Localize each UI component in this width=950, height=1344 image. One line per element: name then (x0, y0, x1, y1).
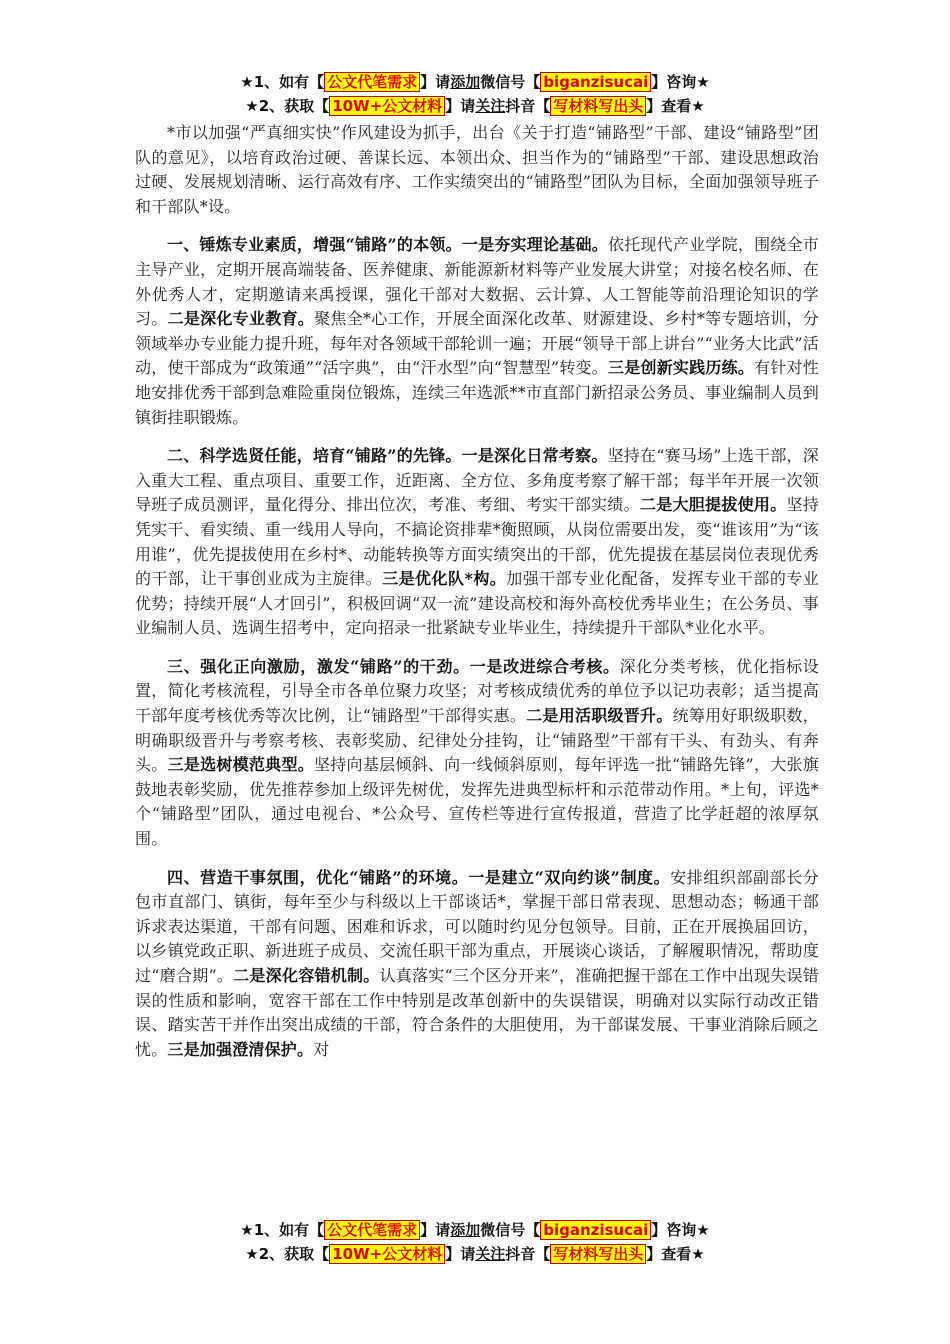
section-heading: 二、科学选贤任能，培育“铺路”的先锋。 (167, 446, 462, 466)
section-heading: 一、锤炼专业素质，增强“铺路”的本领。 (167, 235, 462, 255)
point-heading: 三是选树模范典型。 (167, 755, 314, 775)
banner-text: ★1、如有【 (240, 73, 325, 91)
banner-text: 】请 (420, 73, 451, 91)
footer-banner-line-2 (0, 1242, 950, 1266)
point-heading: 二是深化专业教育。 (167, 309, 315, 329)
point-text: 统筹用好职级职数，明确职级晋升与考察考核、表彰奖励、纪律处分挂钩，让“铺路型”干部有干头、有劲头、有奔头。 (135, 706, 819, 775)
point-text: 坚持向基层倾斜、向一线倾斜原则，每年评选一批“铺路先锋”，大张旗鼓地表彰奖励，优先推荐参加上级评先树优，发挥先进典型标杆和示范带动作用。*上旬，评选*个“铺路型”团队，通过电视台、*公众号、宣传栏等进行宣传报道，营造了比学赶超的浓厚氛围。 (135, 755, 819, 849)
banner-text: ★2、获取【 (245, 1245, 330, 1263)
banner-underline: 关注 (475, 97, 506, 115)
point-text: 安排组织部副部长分包市直部门、镇街，每年至少与科级以上干部谈话*，掌握干部日常表现、思想动态；畅通干部诉求表达渠道，干部有问题、困难和诉求，可以随时约见分包领导。目前，正在开展换届回访，以乡镇党政正职、新进班子成员、交流任职干部为重点，开展谈心谈话，了解履职情况，帮助度过“磨合期”。 (135, 867, 819, 985)
point-heading: 一是夯实理论基础。 (461, 235, 608, 255)
section-heading: 四、营造干事氛围，优化“铺路”的环境。 (167, 867, 469, 887)
section-2-paragraph (135, 444, 819, 641)
banner-text: 微信号【 (480, 1221, 541, 1239)
banner-highlight: 10W+公文材料 (329, 96, 445, 116)
banner-text: 】查看★ (646, 1245, 705, 1263)
banner-text: 微信号【 (480, 73, 541, 91)
banner-text: 抖音【 (505, 97, 551, 115)
point-text: 坚持在“赛马场”上选干部，深入重大工程、重点项目、重要工作，近距离、全方位、多角度考察了解干部；每半年开展一次领导班子成员测评，量化得分、排出位次，考准、考细、考实干部实绩。 (135, 446, 819, 515)
banner-text: 】咨询★ (651, 73, 710, 91)
banner-underline: 添加 (450, 73, 481, 91)
point-text: 加强干部专业化配备，发挥专业干部的专业优势；持续开展“人才回引”，积极回调“双一流”建设高校和海外高校优秀毕业生；在公务员、事业编制人员、选调生招考中，定向招录一批紧缺专业毕业生，持续提升干部队*业化水平。 (135, 569, 819, 638)
point-heading: 二是大胆提拔使用。 (639, 495, 787, 515)
banner-highlight: 写材料写出头 (550, 96, 646, 116)
point-heading: 二是深化容错机制。 (233, 966, 380, 985)
point-text: 依托现代产业学院，围绕全市主导产业，定期开展高端装备、医养健康、新能源新材料等产业发展大讲堂；对接名校名师、在外优秀人才，定期邀请来禹授课，强化干部对大数据、云计算、人工智能等前沿理论知识的学习。 (135, 235, 819, 329)
point-heading: 一是建立“双向约谈”制度。 (468, 867, 671, 887)
banner-underline: 添加 (450, 1221, 481, 1239)
banner-text: 】请 (445, 1245, 476, 1263)
header-banner-line-2 (0, 94, 950, 118)
intro-paragraph: *市以加强“严真细实快”作风建设为抓手，出台《关于打造“铺路型”干部、建设“铺路型”团队的意见》，以培育政治过硬、善谋长远、本领出众、担当作为的“铺路型”干部、建设思想政治过硬、发展规划清晰、运行高效有序、工作实绩突出的“铺路型”团队为目标，全面加强领导班子和干部队*设。 (135, 123, 819, 216)
banner-text: 】请 (445, 97, 476, 115)
section-heading: 三、强化正向激励，激发“铺路”的干劲。 (167, 656, 470, 676)
point-heading: 一是深化日常考察。 (461, 446, 608, 466)
banner-text: ★1、如有【 (240, 1221, 325, 1239)
banner-text: 】咨询★ (651, 1221, 710, 1239)
section-1-paragraph (135, 233, 819, 430)
banner-highlight: biganzisucai (540, 72, 651, 92)
banner-highlight: 10W+公文材料 (329, 1244, 445, 1264)
banner-text: 抖音【 (505, 1245, 551, 1263)
banner-highlight: 写材料写出头 (550, 1244, 646, 1264)
section-3-paragraph (135, 655, 819, 852)
banner-highlight: 公文代笔需求 (324, 72, 420, 92)
banner-highlight: biganzisucai (540, 1220, 651, 1240)
point-text: 认真落实“三个区分开来”，准确把握干部在工作中出现失误错误的性质和影响，宽容干部在工作中特别是改革创新中的失误错误，明确对以实际行动改正错误、踏实苦干并作出突出成绩的干部，符合条件的大胆使用，为干部谋发展、干事业消除后顾之忧。 (135, 966, 820, 1059)
section-4-paragraph (135, 866, 819, 1063)
banner-underline: 关注 (475, 1245, 506, 1263)
point-text: 有针对性地安排优秀干部到急难险重岗位锻炼，连续三年选派**市直部门新招录公务员、事业编制人员到镇街挂职锻炼。 (135, 358, 819, 427)
banner-text: 】查看★ (646, 97, 705, 115)
point-heading: 三是加强澄清保护。 (167, 1039, 314, 1059)
point-text: 坚持凭实干、看实绩、重一线用人导向，不搞论资排辈*衡照顾，从岗位需要出发，变“谁该用”为“该用谁”，优先提拔使用在乡村*、动能转换等方面实绩突出的干部，优先提拔在基层岗位表现优秀的干部，让干事创业成为主旋律。 (135, 495, 819, 589)
point-text: 聚焦全*心工作，开展全面深化改革、财源建设、乡村*等专题培训，分领域举办专业能力提升班，每年对各领域干部轮训一遍；开展“领导干部上讲台”“业务大比武”活动，使干部成为“政策通”“活字典”，由“汗水型”向“智慧型”转变。 (135, 309, 819, 378)
point-heading: 三是优化队*构。 (382, 569, 507, 589)
footer-banner-line-1 (0, 1218, 950, 1242)
point-heading: 二是用活职级晋升。 (526, 706, 673, 726)
banner-text: 】请 (420, 1221, 451, 1239)
header-banner-line-1 (0, 70, 950, 94)
banner-highlight: 公文代笔需求 (324, 1220, 420, 1240)
point-text: 对 (313, 1039, 330, 1059)
point-text: 深化分类考核，优化指标设置，简化考核流程，引导全市各单位聚力攻坚；对考核成绩优秀的单位予以记功表彰；适当提高干部年度考核优秀等次比例，让“铺路型”干部得实惠。 (135, 656, 819, 726)
point-heading: 三是创新实践历练。 (608, 358, 755, 378)
point-heading: 一是改进综合考核。 (469, 656, 620, 676)
banner-text: ★2、获取【 (245, 97, 330, 115)
document-body (135, 121, 819, 1076)
